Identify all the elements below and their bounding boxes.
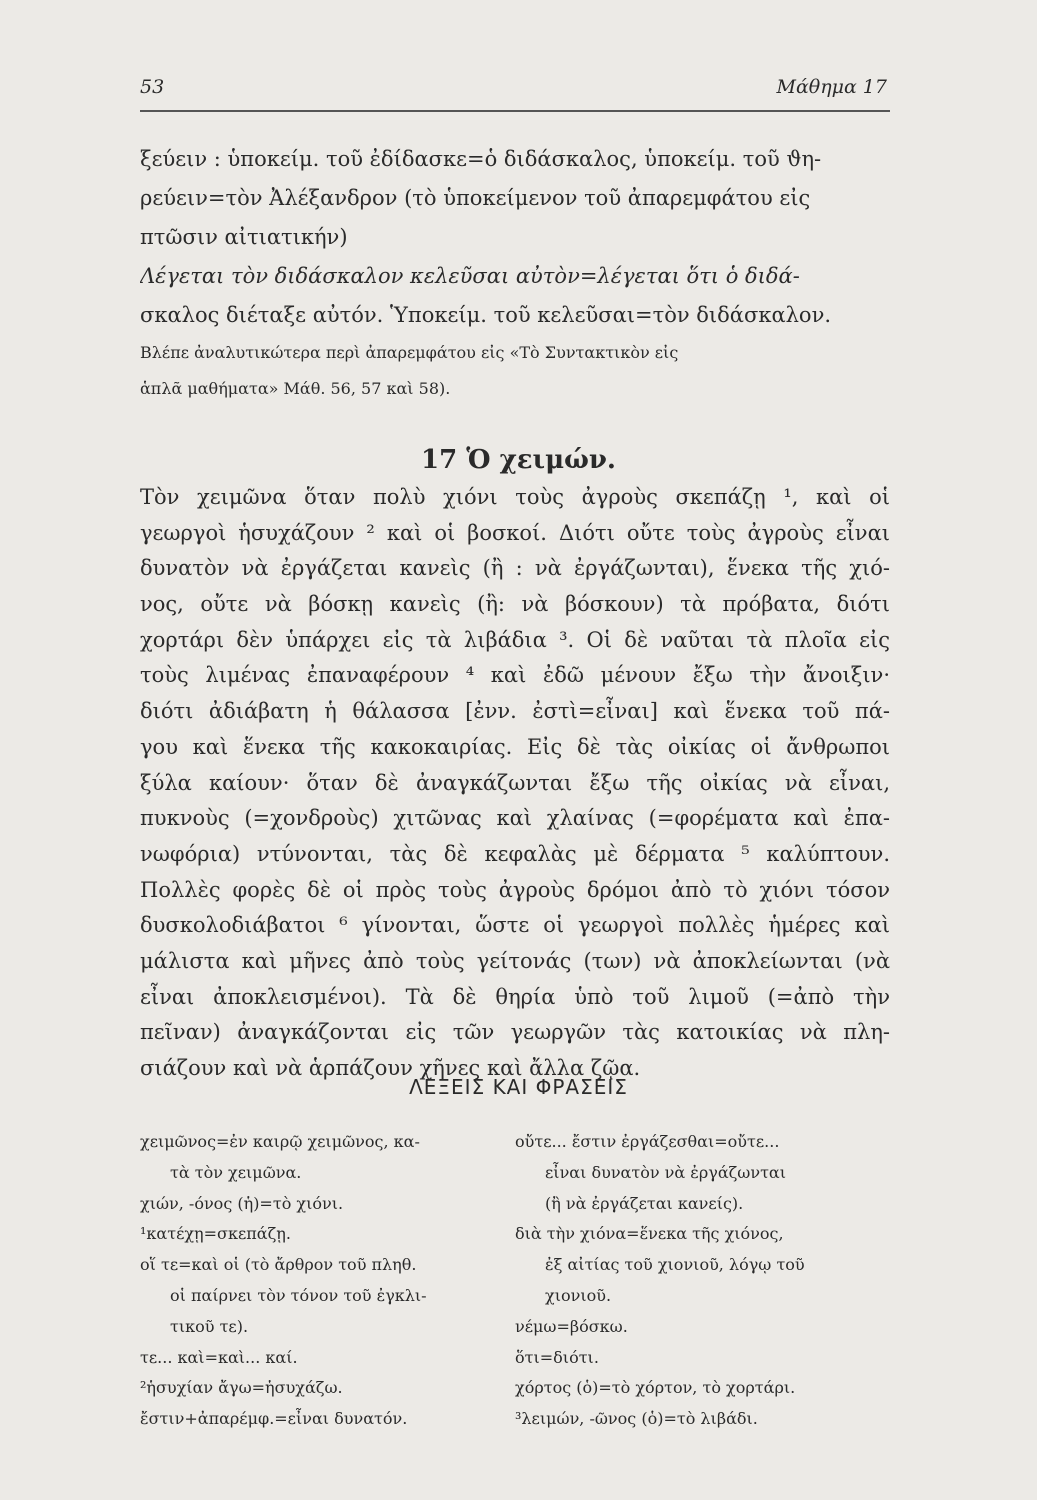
intro-line: ἁπλᾶ μαθήματα» Μάθ. 56, 57 καὶ 58). [140,379,451,398]
header-rule [140,110,890,112]
text-line: χορτάρι δὲν ὑπάρχει εἰς τὰ λιβάδια ³. Οἱ δὲ ναῦται τὰ πλοῖα εἰς [140,627,890,652]
lesson-label: Μάθημα 17 [776,76,887,98]
lesson-title: 17 Ὁ χειμών. [421,445,616,475]
intro-line: ξεύειν : ὑποκείμ. τοῦ ἐδίδασκε=ὁ διδάσκαλος, ὑποκείμ. τοῦ ϑη- [140,147,822,171]
text-line: πυκνοὺς (=χονδροὺς) χιτῶνας καὶ χλαίνας (=φορέματα καὶ ἐπα- [140,806,890,831]
gloss-line: τε... καὶ=καὶ... καί. [140,1347,298,1367]
gloss-line: τικοῦ τε). [170,1316,249,1336]
text-line: Τὸν χειμῶνα ὅταν πολὺ χιόνι τοὺς ἀγροὺς σκεπάζῃ ¹, καὶ οἱ [140,485,890,509]
text-line: δυσκολοδιάβατοι ⁶ γίνονται, ὥστε οἱ γεωργοὶ πολλὲς ἡμέρες καὶ [140,913,890,938]
gloss-line: νέμω=βόσκω. [515,1316,628,1336]
gloss-line: οὔτε... ἔστιν ἐργάζεσθαι=οὔτε... [515,1132,780,1151]
gloss-line: εἶναι δυνατὸν νὰ ἐργάζωνται [545,1162,786,1182]
text-line: ξύλα καίουν· ὅταν δὲ ἀναγκάζωνται ἔξω τῆς οἰκίας νὰ εἶναι, [140,770,890,795]
gloss-line: χιονιοῦ. [545,1285,612,1305]
text-line: πεῖναν) ἀναγκάζονται εἰς τῶν γεωργῶν τὰς κατοικίας νὰ πλη- [140,1020,890,1045]
vocabulary-column-right [515,1127,887,1435]
vocabulary-heading: ΛΕΞΕΙΣ ΚΑΙ ΦΡΑΣΕΙΣ [409,1075,628,1099]
text-line: σιάζουν καὶ νὰ ἁρπάζουν χῆνες καὶ ἄλλα ζῷα. [140,1056,641,1080]
text-line: νωφόρια) ντύνονται, τὰς δὲ κεφαλὰς μὲ δέρματα ⁵ καλύπτουν. [140,841,890,866]
text-line: γεωργοὶ ἡσυχάζουν ² καὶ οἱ βοσκοί. Διότι οὔτε τοὺς ἀγροὺς εἶναι [140,520,890,545]
gloss-line: χόρτος (ὁ)=τὸ χόρτον, τὸ χορτάρι. [515,1378,796,1398]
text-line: μάλιστα καὶ μῆνες ἀπὸ τοὺς γείτονάς (των) νὰ ἀποκλείωνται (νὰ [140,948,890,973]
gloss-line: οἱ παίρνει τὸν τόνον τοῦ ἐγκλι- [170,1285,427,1305]
gloss-line: ²ἡσυχίαν ἄγω=ἡσυχάζω. [140,1378,343,1398]
page-number: 53 [140,76,165,98]
intro-notes [140,140,890,407]
gloss-line: (ἢ νὰ ἐργάζεται κανείς). [545,1193,744,1213]
gloss-line: χιών, -όνος (ἡ)=τὸ χιόνι. [140,1193,344,1213]
text-line: τοὺς λιμένας ἐπαναφέρουν ⁴ καὶ ἐδῶ μένουν ἔξω τὴν ἄνοιξιν· [140,663,890,688]
text-line: νος, οὔτε νὰ βόσκῃ κανεὶς (ἢ: νὰ βόσκουν) τὰ πρόβατα, διότι [140,592,890,617]
intro-line: πτῶσιν αἰτιατικήν) [140,225,348,249]
gloss-line: οἵ τε=καὶ οἱ (τὸ ἄρθρον τοῦ πληθ. [140,1255,417,1275]
text-line: δυνατὸν νὰ ἐργάζεται κανεὶς (ἢ : νὰ ἐργάζωνται), ἕνεκα τῆς χιό- [140,556,890,581]
lesson-text [140,480,890,1087]
gloss-line: διὰ τὴν χιόνα=ἕνεκα τῆς χιόνος, [515,1224,784,1244]
vocabulary-column-left [140,1127,512,1435]
intro-line: ρεύειν=τὸν Ἀλέξανδρον (τὸ ὑποκείμενον τοῦ ἀπαρεμφάτου εἰς [140,186,811,210]
gloss-line: τὰ τὸν χειμῶνα. [170,1162,302,1182]
gloss-line: χειμῶνος=ἐν καιρῷ χειμῶνος, κα- [140,1132,420,1151]
text-line: διότι ἀδιάβατη ἡ θάλασσα [ἐνν. ἐστὶ=εἶναι] καὶ ἕνεκα τοῦ πά- [140,699,890,724]
intro-line: σκαλος διέταξε αὐτόν. Ὑποκείμ. τοῦ κελεῦσαι=τὸν διδάσκαλον. [140,303,832,327]
text-line: Πολλὲς φορὲς δὲ οἱ πρὸς τοὺς ἀγροὺς δρόμοι ἀπὸ τὸ χιόνι τόσον [140,877,890,902]
intro-line: Λέγεται τὸν διδάσκαλον κελεῦσαι αὐτὸν=λέγεται ὅτι ὁ διδά- [140,264,800,288]
gloss-line: ὅτι=διότι. [515,1347,599,1367]
gloss-line: ἔστιν+ἀπαρέμφ.=εἶναι δυνατόν. [140,1409,408,1429]
text-line: γου καὶ ἕνεκα τῆς κακοκαιρίας. Εἰς δὲ τὰς οἰκίας οἱ ἄνθρωποι [140,734,890,759]
gloss-line: ¹κατέχῃ=σκεπάζῃ. [140,1224,291,1244]
gloss-line: ἐξ αἰτίας τοῦ χιονιοῦ, λόγῳ τοῦ [545,1255,805,1275]
intro-line: Βλέπε ἀναλυτικώτερα περὶ ἀπαρεμφάτου εἰς «Τὸ Συντακτικὸν εἰς [140,343,679,362]
gloss-line: ³λειμών, -ῶνος (ὁ)=τὸ λιβάδι. [515,1409,758,1429]
text-line: εἶναι ἀποκλεισμένοι). Τὰ δὲ θηρία ὑπὸ τοῦ λιμοῦ (=ἀπὸ τὴν [140,984,890,1009]
